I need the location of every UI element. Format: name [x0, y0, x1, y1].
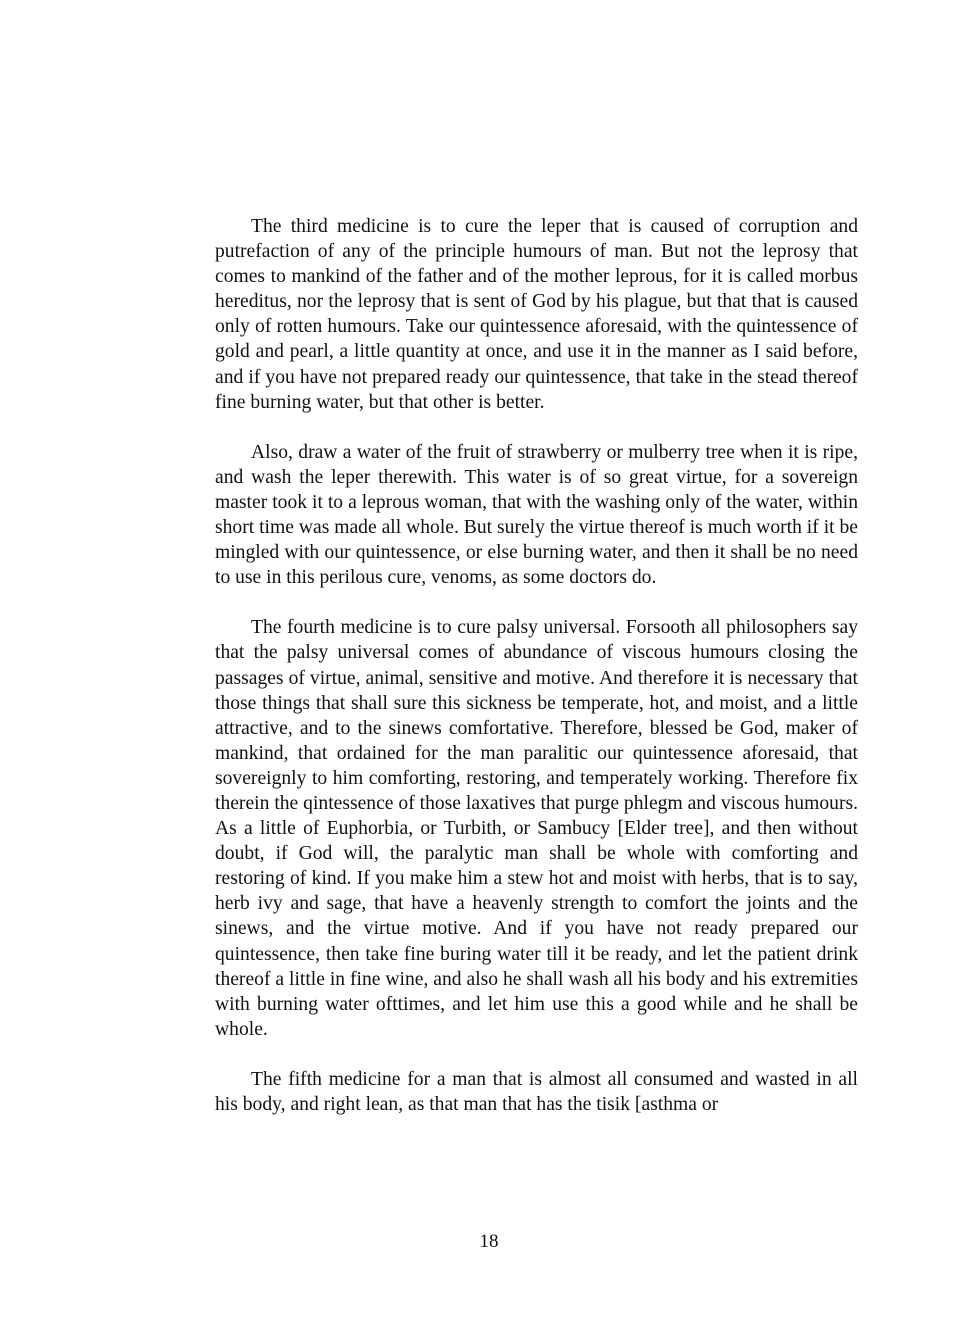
page-number: 18: [479, 1231, 499, 1252]
page-body: [215, 214, 858, 1142]
paragraph-fifth-medicine: The fifth medicine for a man that is almost all consumed and wasted in all his body, and right lean, as that man that has the tisik [asthma or: [215, 1068, 858, 1115]
paragraph-strawberry-water: Also, draw a water of the fruit of strawberry or mulberry tree when it is ripe, and wash the leper therewith. This water is of so great virtue, for a sovereign master took it to a leprous woman, that with the washing only of the water, within short time was made all whole. But surely the virtue thereof is much worth if it be mingled with our quintessence, or else burning water, and then it shall be no need to use in this perilous cure, venoms, as some doctors do.: [215, 441, 858, 589]
paragraph-third-medicine: The third medicine is to cure the leper that is caused of corruption and putrefaction of any of the principle humours of man. But not the leprosy that comes to mankind of the father and of the mother leprous, for it is called morbus hereditus, nor the leprosy that is sent of God by his plague, but that that is caused only of rotten humours. Take our quintessence aforesaid, with the quintessence of gold and pearl, a little quantity at once, and use it in the manner as I said before, and if you have not prepared ready our quintessence, that take in the stead thereof fine burning water, but that other is better.: [215, 216, 858, 413]
paragraph-fourth-medicine: The fourth medicine is to cure palsy universal. Forsooth all philosophers say that the palsy universal comes of abundance of viscous humours closing the passages of virtue, animal, sensitive and motive. And therefore it is necessary that those things that shall sure this sickness be temperate, hot, and moist, and a little attractive, and to the sinews comfortative. Therefore, blessed be God, maker of mankind, that ordained for the man paralitic our quintessence aforesaid, that sovereignly to him comforting, restoring, and temperately working. Therefore fix therein the qintessence of those laxatives that purge phlegm and viscous humours. As a little of Euphorbia, or Turbith, or Sambucy [Elder tree], and then without doubt, if God will, the paralytic man shall be whole with comforting and restoring of kind. If you make him a stew hot and moist with herbs, that is to say, herb ivy and sage, that have a heavenly strength to comfort the joints and the sinews, and the virtue motive. And if you have not ready prepared our quintessence, then take fine buring water till it be ready, and let the patient drink thereof a little in fine wine, and also he shall wash all his body and his extremities with burning water ofttimes, and let him use this a good while and he shall be whole.: [215, 617, 858, 1040]
